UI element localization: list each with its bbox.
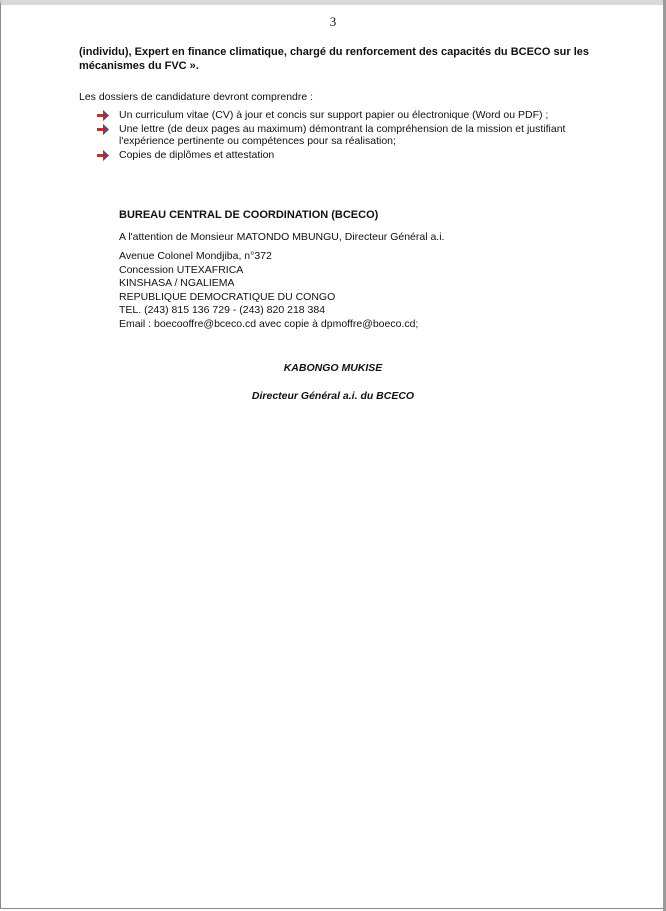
signatory-title: Directeur Général a.i. du BCECO (251, 390, 415, 402)
arrow-icon (97, 124, 109, 135)
address-line: KINSHASA / NGALIEMA (119, 277, 235, 289)
phone-line: TEL. (243) 815 136 729 - (243) 820 218 384 (119, 304, 326, 316)
page-number: 3 (329, 14, 337, 29)
list-item-text: Un curriculum vitae (CV) à jour et concis sur support papier ou électronique (Word ou PDF) ; (119, 109, 549, 121)
organization-heading: BUREAU CENTRAL DE COORDINATION (BCECO) (119, 209, 379, 221)
list-item (97, 149, 592, 162)
list-item-text: Copies de diplômes et attestation (119, 148, 275, 161)
arrow-icon (97, 150, 109, 161)
address-block (119, 250, 539, 331)
arrow-icon (97, 110, 109, 121)
list-item (97, 109, 592, 122)
requirements-list (97, 109, 592, 162)
address-line: Avenue Colonel Mondjiba, n°372 (119, 250, 272, 262)
lead-text: Les dossiers de candidature devront comprendre : (79, 91, 314, 103)
email-line: Email : boecooffre@bceco.cd avec copie à dpmoffre@boeco.cd; (119, 317, 419, 330)
list-item-text: Une lettre (de deux pages au maximum) démontrant la compréhension de la mission et justifiant l'expérience pertinente ou compétences pour sa réalisation; (119, 122, 566, 147)
list-item (97, 123, 592, 148)
address-line: REPUBLIQUE DEMOCRATIQUE DU CONGO (119, 290, 336, 303)
address-line: Concession UTEXAFRICA (119, 263, 244, 276)
signatory-name: KABONGO MUKISE (283, 362, 383, 374)
intro-paragraph: (individu), Expert en finance climatique, chargé du renforcement des capacités du BCECO sur les mécanismes du FVC ». (79, 46, 589, 72)
attention-line: A l'attention de Monsieur MATONDO MBUNGU, Directeur Général a.i. (119, 231, 445, 243)
